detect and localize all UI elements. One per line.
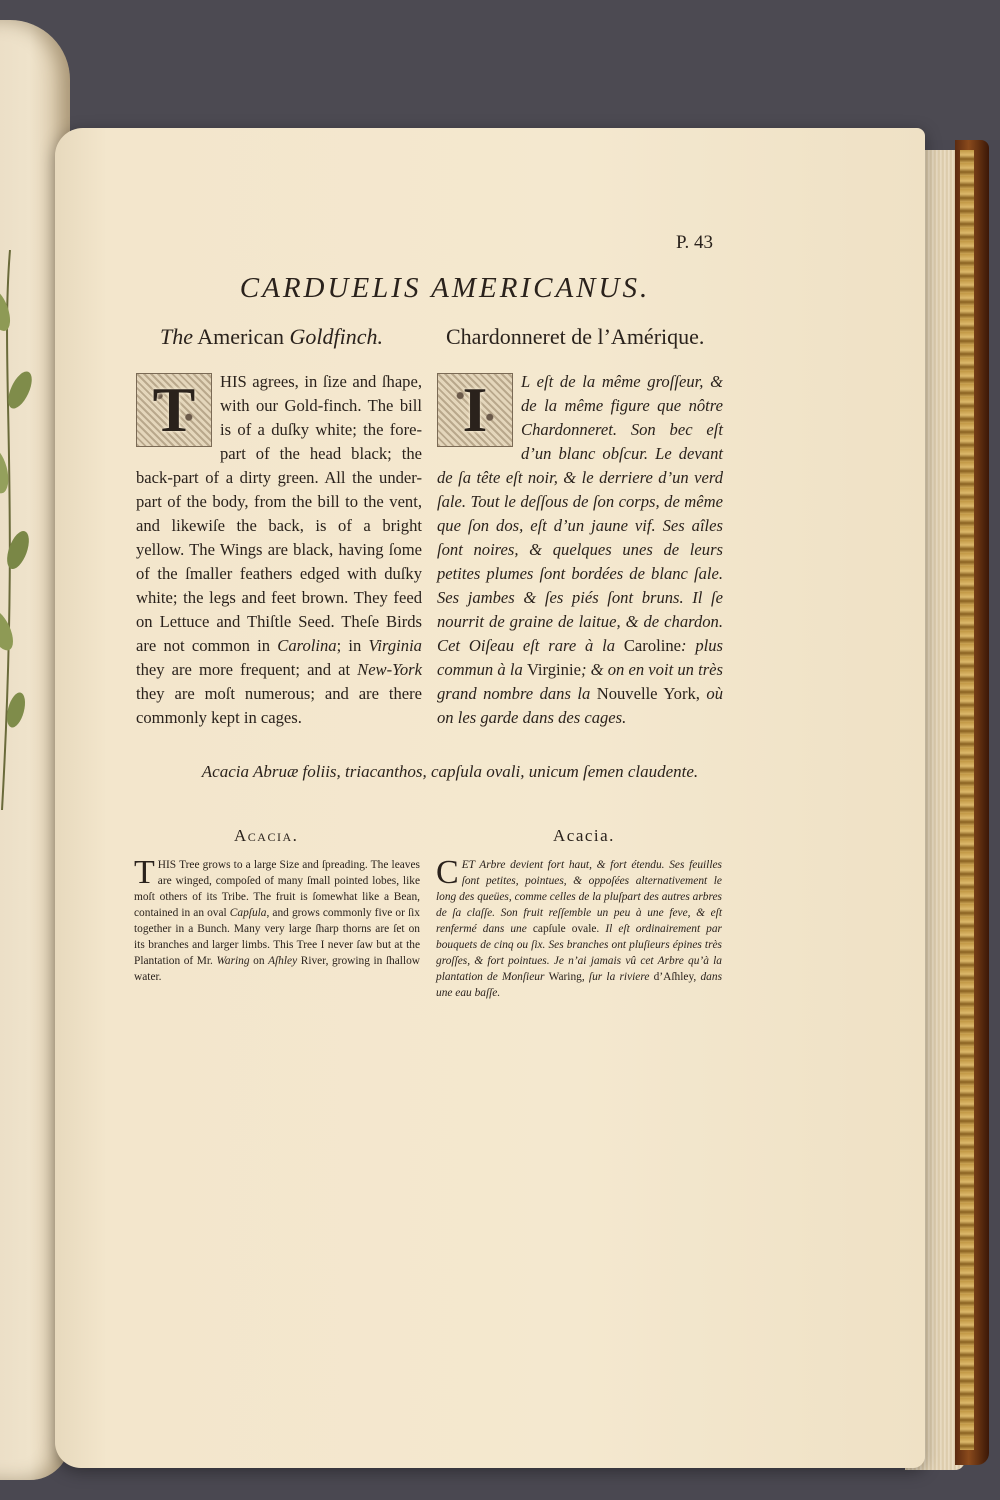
drop-cap-letter: T [152,374,196,445]
capsula-text: Capſula [229,907,267,919]
nouvelle-york-text: Nouvelle York, [596,684,700,703]
acacia-initial: C [436,854,459,891]
acacia-english-text [134,854,421,985]
acacia-fr-4: dans une eau baſſe. [436,971,723,999]
french-text: L eſt de la même groſſeur, & de la même figure que nôtre Chardonneret. Son bec eſt d’un blanc obſcur. Le devant de ſa tête eſt noir, & le derriere d’un verd ſale. Tout le deſſous de ſon corps, de même que ſon dos, eſt d’un jaune vif. Ses aîles ſont noires, & quelques unes de leurs petites plumes ſont bordées de blanc ſale. Ses jambes & ſes piés ſont bruns. Il ſe nourrit de graine de laitue, & de chardon. Cet Oiſeau eſt rare à la [437,372,723,655]
acacia-heading-french: Acacia. [553,826,615,845]
acacia-en-4: River, growing in ſhallow water. [134,955,421,983]
subhead-french: Chardonneret de l’Amérique. [446,324,705,349]
ornamental-drop-cap [437,373,513,447]
acacia-en-2: , and grows commonly five or ſix together in a Bunch. Many very large ſharp thorns are ſet on its branches and larger limbs. This Tree I never ſaw but at the Plantation of Mr. [134,907,421,967]
ornamental-drop-cap [136,373,212,447]
caroline-text: Caroline [623,636,681,655]
english-text-3: they are more frequent; and at [136,660,351,679]
acacia-initial: T [134,854,155,891]
photo-background [0,0,1000,140]
acacia-en-3: on [253,955,265,967]
virginia-text: Virginia [368,636,422,655]
french-text-4: où on les garde dans des cages. [437,684,723,727]
french-text-3: ; & on en voit un très grand nombre dans la [437,660,723,703]
acacia-fr-3: ſur la riviere [588,971,650,983]
subhead-english [160,324,383,350]
english-text: HIS agrees, in ſize and ſhape, with our Gold-finch. The bill is of a duſky white; the fore-part of the head black; the back-part of a dirty green. All the under-part of the body, from the bill to the vent, and likewiſe the back, is of a bright yellow. The Wings are black, having ſome of the ſmaller feathers edged with duſky white; the legs and feet brown. They feed on Lettuce and Thiſtle Seed. Theſe Birds are not common in [136,372,422,655]
gilt-tooling [960,150,974,1450]
waring-fr-text: Waring, [548,971,585,983]
subhead-the: The [160,324,193,349]
acacia-fr-1: ET Arbre devient fort haut, & fort étendu. Ses feuilles ſont petites, pointues, & oppoſées alternativement le long des queües, comme celles de la pluſpart des autres arbres de ſa claſſe. Son fruit reſſemble un peu à une feve, & eſt renfermé dans une [436,859,722,935]
french-text-2: : plus commun à la [437,636,724,679]
virginie-text: Virginie [526,660,581,679]
plant-illustration-fragment [0,250,40,810]
french-description [437,370,723,730]
acacia-fr-2: Il eſt ordinairement par bouquets de cinq ou ſix. Ses branches ont pluſieurs épines très groſſes, & fort pointues. Je n’ai jamais vû cet Arbre qu’à la plantation de Monſieur [436,923,722,983]
ashley-text: Aſhley [268,955,298,967]
english-text-2: ; in [336,636,362,655]
english-description [136,370,422,730]
newyork-text: New-York [357,660,422,679]
latin-plant-name: Acacia Abruæ foliis, triacanthos, capſula ovali, unicum ſemen claudente. [201,762,699,781]
acacia-french-text [436,854,723,1001]
acacia-heading-english: Acacia. [234,826,299,845]
capsule-text: capſule ovale. [532,923,600,935]
acacia-en-1: HIS Tree grows to a large Size and ſpreading. The leaves are winged, compoſed of many ſmall pointed lobes, like moſt others of its Tribe. The fruit is ſomewhat like a Bean, contained in an oval [134,859,420,919]
waring-text: Waring [216,955,250,967]
subhead-goldfinch: Goldfinch. [289,324,384,349]
subhead-american: American [197,324,285,349]
english-text-4: they are moſt numerous; and are there commonly kept in cages. [136,684,422,727]
page-number: P. 43 [676,232,713,253]
drop-cap-letter: I [462,374,488,445]
carolina-text: Carolina [277,636,337,655]
page-title: CARDUELIS AMERICANUS. [239,272,651,304]
ashley-fr-text: d’Aſhley, [653,971,697,983]
